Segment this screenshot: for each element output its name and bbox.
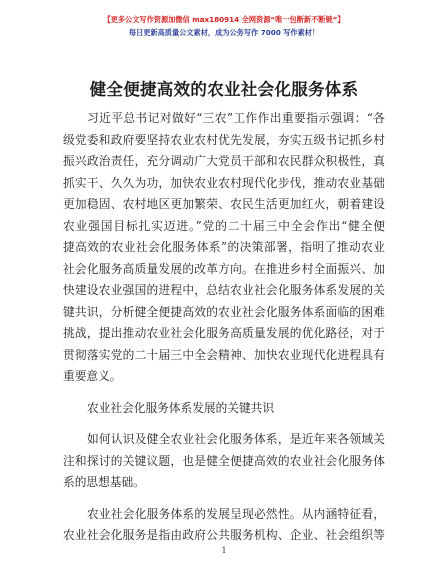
text-line: 如何认识及健全农业社会化服务体系，是近年来各领域关 [87, 432, 385, 446]
text-line: 振兴政治责任，充分调动广大党员干部和农民群众积极性，真 [63, 154, 385, 168]
text-line: 系的思想基础。 [63, 475, 145, 489]
text-line: 农业强国目标扎实迈进。”党的二十届三中全会作出“健全便 [63, 218, 385, 233]
text-line: 更加稳固、农村地区更加繁荣、农民生活更加红火，朝着建设 [63, 197, 385, 211]
document-body [63, 108, 385, 547]
document-title: 健全便捷高效的农业社会化服务体系 [89, 80, 359, 99]
section-heading-text: 农业社会化服务体系发展的关键共识 [87, 400, 275, 415]
paragraph [63, 108, 385, 388]
text-line: 农业社会化服务体系的发展呈现必然性。从内涵特征看， [87, 506, 385, 521]
text-line: 键共识，分析健全便捷高效的农业社会化服务体系面临的困难 [63, 304, 385, 319]
text-line: 注和探讨的关键议题，也是健全便捷高效的农业社会化服务体 [63, 453, 385, 468]
promo-banner-line-1: 【更多公文写作资源加微信 max180914 全网资源“唯一包断新不断链”】 [103, 15, 345, 24]
text-line: 挑战，提出推动农业社会化服务高质量发展的优化路径，对于 [63, 326, 385, 340]
paragraph [63, 429, 385, 494]
text-line: 贯彻落实党的二十届三中全会精神、加快农业现代化进程具有 [63, 347, 385, 362]
text-line: 习近平总书记对做好“三农”工作作出重要指示强调：“各 [87, 111, 385, 125]
promo-banner [0, 14, 448, 39]
text-line: 快建设农业强国的进程中，总结农业社会化服务体系发展的关 [63, 283, 385, 297]
text-line: 捷高效的农业社会化服务体系”的决策部署，指明了推动农业 [63, 240, 385, 254]
promo-banner-line-2: 每日更新高质量公文素材，成为公务写作 7000 写作素材！ [128, 28, 320, 37]
page-number: 1 [221, 546, 227, 555]
paragraph [63, 504, 385, 547]
text-line: 级党委和政府要坚持农业农村优先发展，夯实五级书记抓乡村 [63, 132, 385, 147]
text-line: 重要意义。 [63, 369, 122, 383]
text-line: 社会化服务高质量发展的改革方向。在推进乡村全面振兴、加 [63, 261, 385, 276]
section-heading [63, 398, 385, 420]
text-line: 抓实干、久久为功，加快农业农村现代化步伐，推动农业基础 [63, 175, 385, 190]
text-line: 农业社会化服务是指由政府公共服务机构、企业、社会组织等 [63, 528, 385, 542]
